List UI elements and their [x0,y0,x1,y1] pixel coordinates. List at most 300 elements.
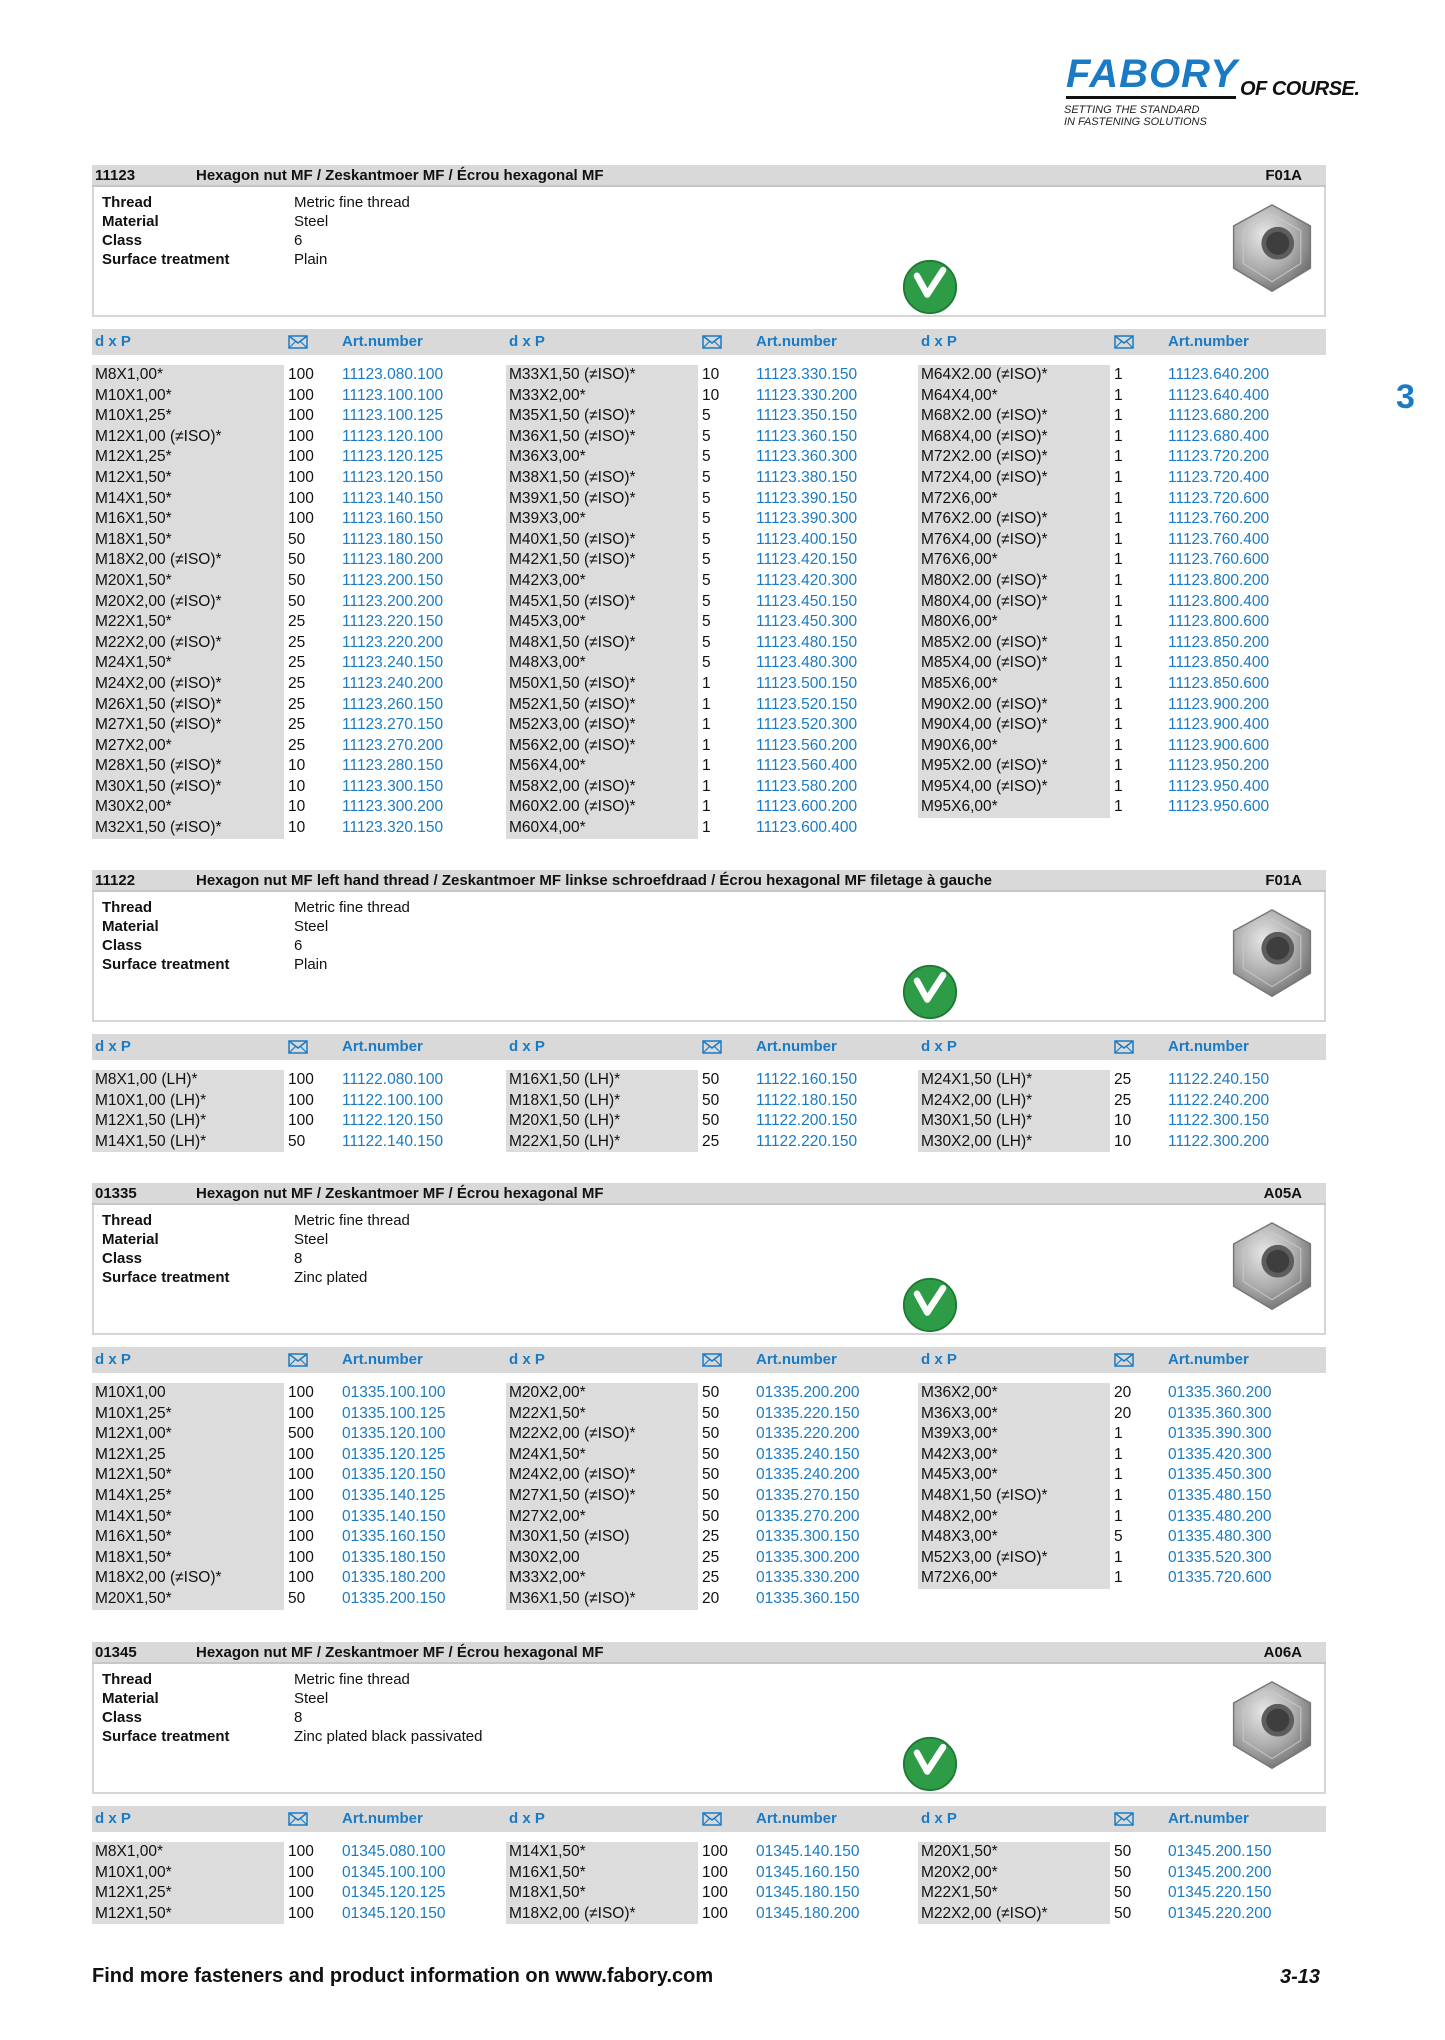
dxp-cell: M20X2,00* [509,1384,586,1401]
art-number-link[interactable]: 11123.320.150 [342,819,444,837]
envelope-icon [1114,335,1134,353]
quantity-cell: 100 [288,1486,314,1504]
art-number-link[interactable]: 01345.080.100 [342,1843,446,1860]
quantity-cell: 100 [288,386,314,404]
art-number-link[interactable]: 11123.900.400 [1168,716,1270,734]
art-number-link[interactable]: 01335.100.100 [342,1384,446,1401]
art-number-link[interactable]: 01335.270.200 [756,1507,860,1525]
dxp-cell: M85X4,00 (≠ISO)* [921,654,1048,672]
quantity-cell: 50 [288,551,306,569]
dxp-column [92,365,284,839]
dxp-header: d x P [95,1810,131,1827]
quantity-cell: 25 [288,654,306,672]
quantity-cell: 1 [702,819,711,837]
art-number-link[interactable]: 01345.100.100 [342,1863,446,1881]
table-body [92,1383,1326,1610]
art-number-link[interactable]: 11123.270.150 [342,716,444,734]
quantity-cell: 1 [1114,1466,1123,1484]
dxp-cell: M38X1,50 (≠ISO)* [509,468,636,486]
quantity-cell: 1 [702,674,711,692]
art-number-link[interactable]: 11123.850.400 [1168,654,1270,672]
quantity-cell: 5 [1114,1528,1123,1546]
dxp-cell: M18X1,50* [95,1548,172,1566]
spec-row-class [102,231,410,250]
dxp-cell: M18X1,50* [509,1884,586,1902]
spec-value: Metric fine thread [294,899,410,916]
art-number-link[interactable]: 11123.680.400 [1168,427,1270,445]
envelope-icon [288,1353,308,1371]
art-number-link[interactable]: 11123.280.150 [342,757,444,775]
dxp-cell: M32X1,50 (≠ISO)* [95,819,222,837]
art-number-link[interactable]: 11123.950.400 [1168,777,1270,795]
reference-code: F01A [1265,871,1302,889]
quantity-cell: 25 [288,736,306,754]
art-number-link[interactable]: 11122.120.150 [342,1112,444,1130]
art-number-link[interactable]: 11123.950.200 [1168,757,1270,775]
dxp-header: d x P [921,333,957,350]
article-code: 11123 [95,166,136,184]
quantity-cell: 100 [288,1904,314,1922]
art-number-link[interactable]: 11122.300.150 [1168,1112,1270,1130]
product-section-01335 [92,1183,1326,1610]
art-number-link[interactable]: 01335.450.300 [1168,1466,1272,1484]
art-number-link[interactable]: 11123.390.150 [756,489,858,507]
art-number-link[interactable]: 01335.480.300 [1168,1528,1272,1546]
specification-box [92,1664,1326,1794]
art-number-link[interactable]: 01335.360.300 [1168,1404,1272,1422]
art-number-link[interactable]: 01335.220.200 [756,1425,860,1443]
logo-tagline-2: IN FASTENING SOLUTIONS [1064,116,1207,128]
hex-nut-image [1224,906,1320,1002]
dxp-cell: M40X1,50 (≠ISO)* [509,530,636,548]
dxp-header: d x P [95,333,131,350]
art-number-header: Art.number [1168,1038,1249,1055]
art-number-link[interactable]: 01335.520.300 [1168,1548,1272,1566]
art-number-link[interactable]: 11123.200.200 [342,592,444,610]
art-number-link[interactable]: 11123.180.150 [342,530,444,548]
art-number-link[interactable]: 11123.580.200 [756,777,858,795]
section-header [92,1183,1326,1205]
dxp-cell: M12X1,50* [95,468,172,486]
dxp-cell: M30X1,50 (≠ISO) [509,1528,630,1546]
quantity-cell: 50 [288,530,306,548]
art-number-link[interactable]: 01335.180.200 [342,1569,446,1587]
art-number-link[interactable]: 11123.120.125 [342,448,444,466]
art-number-link[interactable]: 11123.600.200 [756,798,858,816]
dxp-cell: M24X1,50* [95,654,172,672]
art-number-link[interactable]: 11123.760.600 [1168,551,1270,569]
art-number-link[interactable]: 11123.140.150 [342,489,444,507]
art-number-link[interactable]: 11123.640.400 [1168,386,1270,404]
art-number-link[interactable]: 01345.160.150 [756,1863,860,1881]
quantity-cell: 100 [288,1404,314,1422]
art-number-column [1168,1383,1271,1589]
art-number-header: Art.number [1168,333,1249,350]
dxp-cell: M45X3,00* [509,613,586,631]
art-number-link[interactable]: 11123.120.100 [342,427,444,445]
quantity-cell: 5 [702,530,711,548]
dxp-cell: M72X6,00* [921,489,998,507]
spec-row-surface [102,1268,410,1287]
quantity-cell: 5 [702,448,711,466]
quantity-cell: 50 [288,1589,306,1607]
envelope-icon [702,1353,722,1371]
quantity-cell: 50 [702,1091,720,1109]
art-number-link[interactable]: 11123.240.150 [342,654,444,672]
art-number-link[interactable]: 11123.100.100 [342,386,444,404]
quantity-cell: 1 [1114,551,1123,569]
dxp-cell: M10X1,25* [95,1404,172,1422]
dxp-cell: M80X6,00* [921,613,998,631]
art-number-link[interactable]: 11123.330.150 [756,366,858,383]
dxp-cell: M10X1,25* [95,407,172,425]
art-number-link[interactable]: 11123.520.150 [756,695,858,713]
spec-value: Metric fine thread [294,1212,410,1229]
art-number-link[interactable]: 11122.240.200 [1168,1091,1270,1109]
dxp-cell: M16X1,50* [95,1528,172,1546]
art-number-link[interactable]: 01335.200.150 [342,1589,446,1607]
art-number-link[interactable]: 11123.400.150 [756,530,858,548]
dxp-cell: M14X1,50 (LH)* [95,1132,207,1150]
art-number-link[interactable]: 01335.140.150 [342,1507,446,1525]
art-number-link[interactable]: 11123.390.300 [756,510,858,528]
dxp-cell: M22X1,50 (LH)* [509,1132,621,1150]
product-section-11123 [92,165,1326,839]
art-number-link[interactable]: 11122.100.100 [342,1091,444,1109]
art-number-link[interactable]: 11123.760.200 [1168,510,1270,528]
section-title: Hexagon nut MF left hand thread / Zeskantmoer MF linkse schroefdraad / Écrou hexagonal MF filetage à gauche [196,871,992,889]
spec-value: Metric fine thread [294,1671,410,1688]
art-number-link[interactable]: 11123.900.600 [1168,736,1270,754]
art-number-link[interactable]: 11123.360.300 [756,448,858,466]
quantity-cell: 100 [288,1507,314,1525]
art-number-link[interactable]: 11123.800.600 [1168,613,1270,631]
quantity-cell: 20 [702,1589,720,1607]
quantity-cell: 5 [702,613,711,631]
art-number-column [756,1383,859,1610]
envelope-icon [1114,1812,1134,1830]
quantity-cell: 1 [1114,1548,1123,1566]
art-number-column [342,1842,445,1924]
art-number-link[interactable]: 11123.120.150 [342,468,444,486]
dxp-cell: M22X1,50* [95,613,172,631]
art-number-link[interactable]: 11123.380.150 [756,468,858,486]
quantity-cell: 5 [702,654,711,672]
spec-label: Surface treatment [102,251,230,268]
quantity-cell: 50 [702,1486,720,1504]
logo-underline [1066,96,1236,99]
dxp-cell: M39X1,50 (≠ISO)* [509,489,636,507]
dxp-cell: M14X1,50* [509,1843,586,1860]
table-body [92,1070,1326,1152]
quantity-cell: 1 [702,777,711,795]
dxp-cell: M52X3,00 (≠ISO)* [921,1548,1048,1566]
spec-row-thread [102,193,410,212]
quantity-cell: 100 [288,407,314,425]
quantity-column [702,1842,742,1924]
dxp-cell: M20X1,50 (LH)* [509,1112,621,1130]
art-number-link[interactable]: 01345.140.150 [756,1843,860,1860]
envelope-icon [1114,1040,1134,1058]
art-number-link[interactable]: 11123.160.150 [342,510,444,528]
quantity-cell: 20 [1114,1384,1132,1401]
art-number-link[interactable]: 11123.180.200 [342,551,444,569]
art-number-link[interactable]: 01335.120.100 [342,1425,446,1443]
art-number-link[interactable]: 11122.300.200 [1168,1132,1270,1150]
art-number-link[interactable]: 01345.120.125 [342,1884,446,1902]
quantity-cell: 1 [1114,530,1123,548]
quantity-cell: 1 [1114,674,1123,692]
dxp-cell: M72X4,00 (≠ISO)* [921,468,1048,486]
envelope-icon [288,1040,308,1058]
art-number-link[interactable]: 01345.180.200 [756,1904,860,1922]
footer-text: Find more fasteners and product information on www.fabory.com [92,1965,714,1987]
art-number-link[interactable]: 11123.220.200 [342,633,444,651]
quantity-cell: 100 [288,1112,314,1130]
art-number-link[interactable]: 11123.480.300 [756,654,858,672]
art-number-link[interactable]: 11123.640.200 [1168,366,1270,383]
quantity-cell: 25 [702,1528,720,1546]
art-number-link[interactable]: 11123.950.600 [1168,798,1270,816]
art-number-link[interactable]: 01335.720.600 [1168,1569,1272,1587]
envelope-icon [702,1812,722,1830]
art-number-link[interactable]: 01345.200.200 [1168,1863,1272,1881]
art-number-link[interactable]: 11123.680.200 [1168,407,1270,425]
quantity-cell: 100 [702,1884,728,1902]
quantity-column [288,1070,328,1152]
art-number-header: Art.number [756,1810,837,1827]
dxp-header: d x P [921,1810,957,1827]
art-number-link[interactable]: 11123.800.400 [1168,592,1270,610]
spec-value: Steel [294,213,329,230]
art-number-link[interactable]: 01335.180.150 [342,1548,446,1566]
art-number-link[interactable]: 01345.200.150 [1168,1843,1272,1860]
art-number-link[interactable]: 11123.450.300 [756,613,858,631]
reference-code: F01A [1265,166,1302,184]
dxp-column [506,1383,698,1610]
envelope-icon [1114,1353,1134,1371]
quantity-cell: 50 [702,1071,720,1088]
art-number-link[interactable]: 11122.200.150 [756,1112,858,1130]
quantity-column [702,365,742,839]
dxp-cell: M58X2,00 (≠ISO)* [509,777,636,795]
art-number-link[interactable]: 01335.420.300 [1168,1445,1272,1463]
art-number-link[interactable]: 01335.100.125 [342,1404,446,1422]
art-number-link[interactable]: 11123.720.200 [1168,448,1270,466]
art-number-link[interactable]: 11123.560.400 [756,757,858,775]
envelope-icon [288,335,308,353]
art-number-link[interactable]: 11122.220.150 [756,1132,858,1150]
dxp-cell: M22X2,00 (≠ISO)* [921,1904,1048,1922]
art-number-link[interactable]: 01335.390.300 [1168,1425,1272,1443]
art-number-link[interactable]: 01335.200.200 [756,1384,860,1401]
dxp-cell: M60X2.00 (≠ISO)* [509,798,636,816]
dxp-cell: M95X6,00* [921,798,998,816]
art-number-link[interactable]: 11123.500.150 [756,674,858,692]
quantity-cell: 25 [288,613,306,631]
dxp-cell: M12X1,50* [95,1904,172,1922]
art-number-header: Art.number [1168,1351,1249,1368]
dxp-cell: M24X2,00 (≠ISO)* [95,674,222,692]
art-number-link[interactable]: 11123.240.200 [342,674,444,692]
quantity-cell: 10 [288,819,306,837]
specification-box [92,187,1326,317]
art-number-link[interactable]: 11123.270.200 [342,736,444,754]
quantity-cell: 100 [288,1843,314,1860]
dxp-cell: M12X1,50* [95,1466,172,1484]
art-number-link[interactable]: 11123.720.600 [1168,489,1270,507]
art-number-link[interactable]: 11122.240.150 [1168,1071,1270,1088]
art-number-link[interactable]: 01335.480.200 [1168,1507,1272,1525]
art-number-link[interactable]: 11123.360.150 [756,427,858,445]
dxp-cell: M22X1,50* [921,1884,998,1902]
art-number-link[interactable]: 01335.480.150 [1168,1486,1272,1504]
quantity-cell: 1 [1114,1486,1123,1504]
dxp-cell: M72X6,00* [921,1569,998,1587]
art-number-link[interactable]: 11123.520.300 [756,716,858,734]
dxp-cell: M16X1,50 (LH)* [509,1071,621,1088]
section-title: Hexagon nut MF / Zeskantmoer MF / Écrou hexagonal MF [196,166,604,184]
art-number-link[interactable]: 01335.120.125 [342,1445,446,1463]
art-number-link[interactable]: 11123.480.150 [756,633,858,651]
art-number-link[interactable]: 01345.120.150 [342,1904,446,1922]
dxp-cell: M80X4,00 (≠ISO)* [921,592,1048,610]
art-number-link[interactable]: 01345.220.200 [1168,1904,1272,1922]
art-number-link[interactable]: 11123.220.150 [342,613,444,631]
quantity-cell: 100 [702,1904,728,1922]
quantity-cell: 1 [702,736,711,754]
art-number-link[interactable]: 11123.350.150 [756,407,858,425]
art-number-link[interactable]: 01335.270.150 [756,1486,860,1504]
dxp-cell: M42X3,00* [509,571,586,589]
quantity-cell: 1 [702,695,711,713]
art-number-link[interactable]: 01345.180.150 [756,1884,860,1902]
dxp-cell: M68X4,00 (≠ISO)* [921,427,1048,445]
art-number-link[interactable]: 11123.300.200 [342,798,444,816]
art-number-link[interactable]: 01345.220.150 [1168,1884,1272,1902]
dxp-cell: M20X1,50* [95,571,172,589]
spec-value: Zinc plated [294,1269,368,1286]
quantity-cell: 5 [702,489,711,507]
table-body [92,365,1326,839]
art-number-column [1168,1842,1271,1924]
dxp-cell: M24X2,00 (≠ISO)* [509,1466,636,1484]
art-number-link[interactable]: 11122.080.100 [342,1071,444,1088]
art-number-link[interactable]: 01335.300.150 [756,1528,860,1546]
art-number-link[interactable]: 01335.160.150 [342,1528,446,1546]
hex-nut-image [1224,1678,1320,1774]
fabory-logo [1060,52,1360,132]
spec-label: Surface treatment [102,956,230,973]
art-number-link[interactable]: 11123.850.600 [1168,674,1270,692]
art-number-link[interactable]: 11123.420.150 [756,551,858,569]
dxp-cell: M72X2.00 (≠ISO)* [921,448,1048,466]
dxp-cell: M12X1,00 (≠ISO)* [95,427,222,445]
quantity-cell: 100 [288,1071,314,1088]
section-header [92,165,1326,187]
quantity-cell: 100 [288,427,314,445]
art-number-link[interactable]: 11123.800.200 [1168,571,1270,589]
art-number-link[interactable]: 11123.080.100 [342,366,444,383]
dxp-cell: M22X2,00 (≠ISO)* [509,1425,636,1443]
art-number-link[interactable]: 01335.220.150 [756,1404,860,1422]
quantity-cell: 100 [288,1528,314,1546]
spec-row-material [102,1689,482,1708]
art-number-link[interactable]: 11123.850.200 [1168,633,1270,651]
art-number-link[interactable]: 11122.180.150 [756,1091,858,1109]
art-number-link[interactable]: 01335.300.200 [756,1548,860,1566]
table-header [92,1034,1326,1060]
quantity-cell: 1 [1114,366,1123,383]
quantity-cell: 10 [702,386,720,404]
quantity-cell: 1 [1114,510,1123,528]
dxp-cell: M48X1,50 (≠ISO)* [509,633,636,651]
spec-label: Surface treatment [102,1728,230,1745]
quantity-cell: 20 [1114,1404,1132,1422]
art-number-link[interactable]: 01335.360.200 [1168,1384,1272,1401]
quantity-cell: 5 [702,571,711,589]
quantity-cell: 1 [1114,1507,1123,1525]
art-number-link[interactable]: 11123.260.150 [342,695,444,713]
art-number-column [342,365,443,839]
dxp-column [506,1070,698,1152]
spec-row-thread [102,1670,482,1689]
art-number-link[interactable]: 11123.200.150 [342,571,444,589]
quantity-cell: 1 [1114,613,1123,631]
dxp-cell: M36X1,50 (≠ISO)* [509,1589,636,1607]
art-number-link[interactable]: 11123.300.150 [342,777,444,795]
spec-label: Thread [102,1212,153,1229]
art-number-link[interactable]: 11123.420.300 [756,571,858,589]
quantity-cell: 25 [288,674,306,692]
dxp-cell: M35X1,50 (≠ISO)* [509,407,636,425]
art-number-link[interactable]: 01335.330.200 [756,1569,860,1587]
art-number-link[interactable]: 11123.450.150 [756,592,858,610]
dxp-cell: M33X2,00* [509,386,586,404]
quantity-cell: 1 [1114,1445,1123,1463]
dxp-cell: M14X1,50* [95,1507,172,1525]
quantity-cell: 1 [702,757,711,775]
art-number-link[interactable]: 11122.140.150 [342,1132,444,1150]
dxp-cell: M30X2,00 (LH)* [921,1132,1033,1150]
dxp-cell: M36X3,00* [921,1404,998,1422]
art-number-link[interactable]: 11122.160.150 [756,1071,858,1088]
dxp-column [918,1383,1110,1589]
art-number-link[interactable]: 01335.140.125 [342,1486,446,1504]
quantity-cell: 500 [288,1425,314,1443]
art-number-link[interactable]: 11123.720.400 [1168,468,1270,486]
article-code: 01335 [95,1184,137,1202]
quantity-cell: 100 [702,1843,728,1860]
art-number-column [342,1383,445,1610]
dxp-cell: M76X2.00 (≠ISO)* [921,510,1048,528]
art-number-link[interactable]: 11123.330.200 [756,386,858,404]
quantity-cell: 1 [1114,489,1123,507]
product-section-01345 [92,1642,1326,1924]
art-number-link[interactable]: 11123.100.125 [342,407,444,425]
art-number-link[interactable]: 11123.560.200 [756,736,858,754]
spec-label: Class [102,1709,143,1726]
art-number-link[interactable]: 01335.120.150 [342,1466,446,1484]
spec-row-surface [102,250,410,269]
art-number-link[interactable]: 11123.760.400 [1168,530,1270,548]
quantity-cell: 1 [1114,571,1123,589]
art-number-link[interactable]: 01335.240.200 [756,1466,860,1484]
art-number-link[interactable]: 01335.240.150 [756,1445,860,1463]
art-number-link[interactable]: 01335.360.150 [756,1589,860,1607]
art-number-link[interactable]: 11123.600.400 [756,819,858,837]
art-number-link[interactable]: 11123.900.200 [1168,695,1270,713]
